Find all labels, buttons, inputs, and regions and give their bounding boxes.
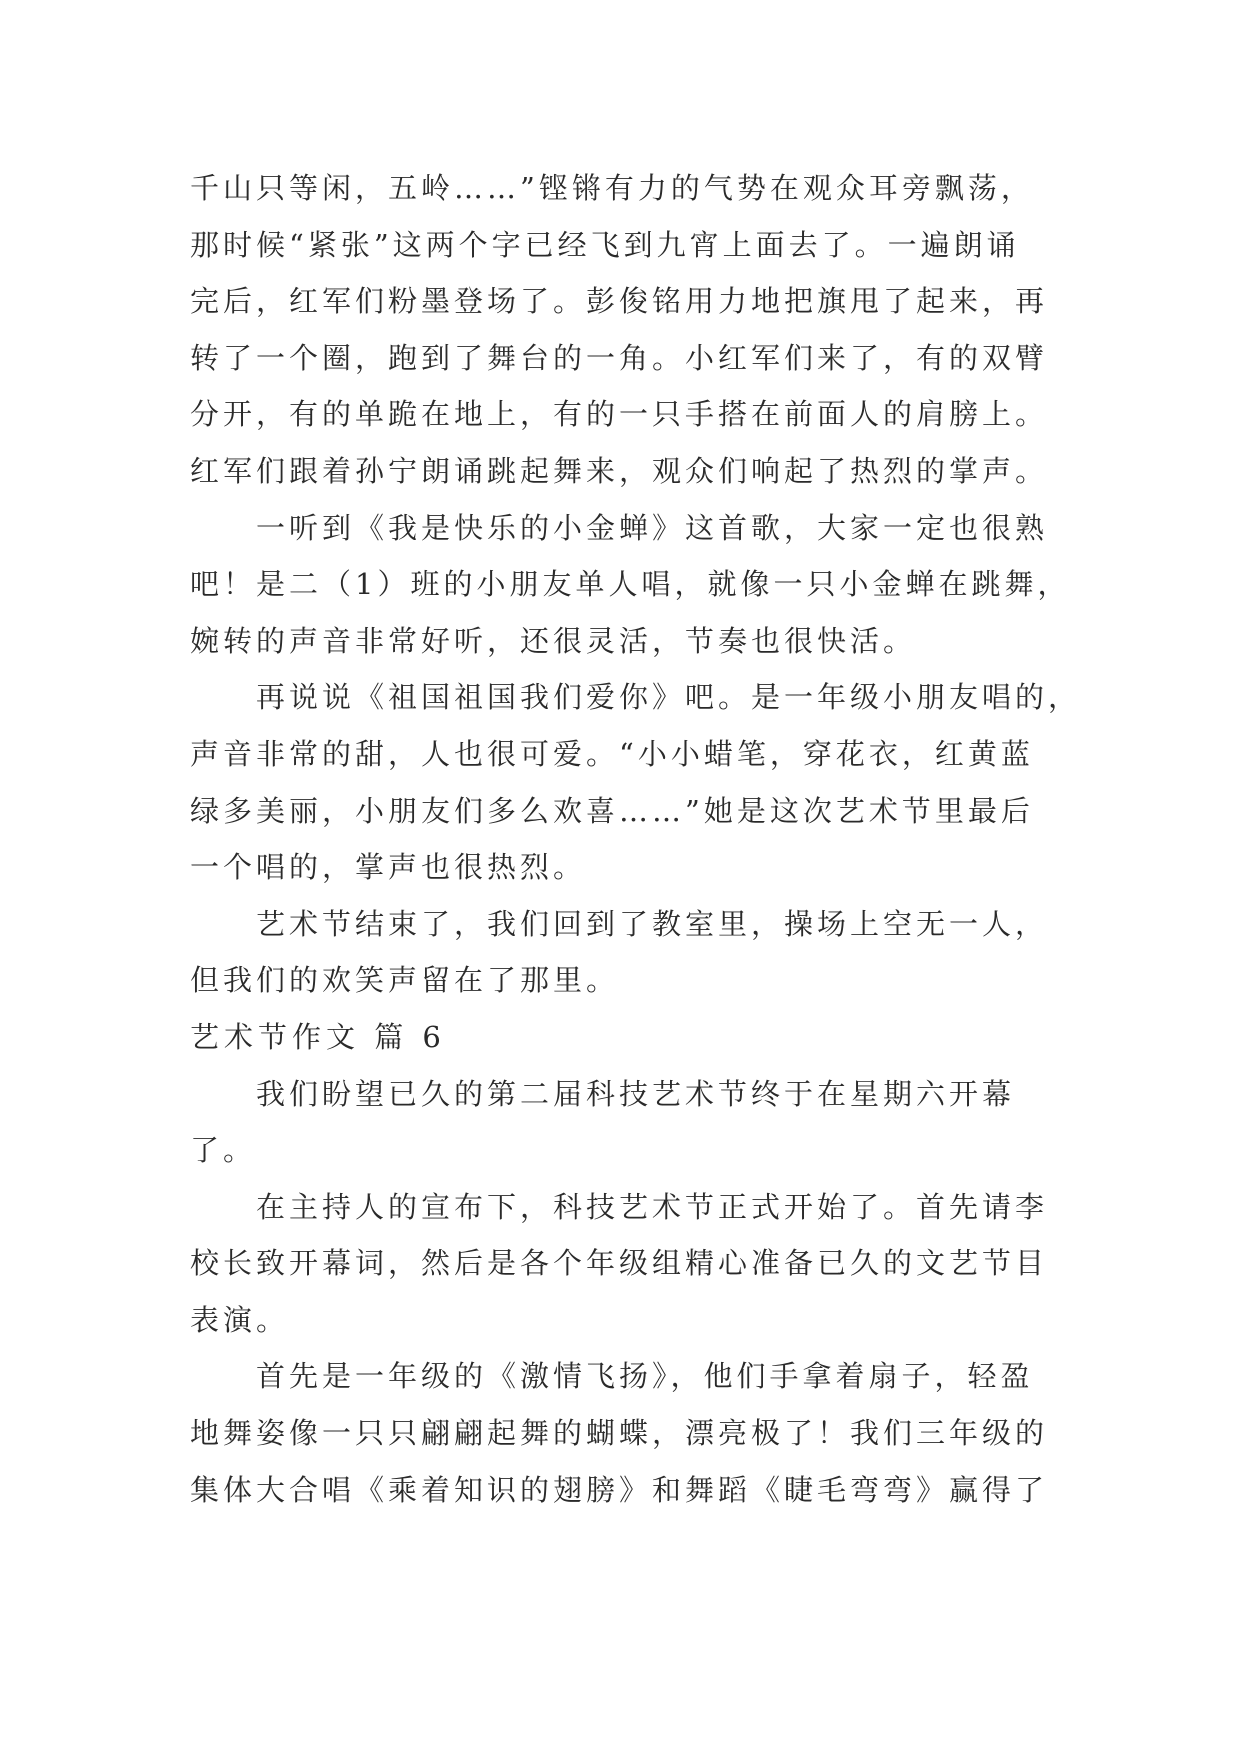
- paragraph-start-line: 首先是一年级的《激情飞扬》，他们手拿着扇子，轻盈: [256, 1359, 1034, 1394]
- paragraph-start-line: 再说说《祖国祖国我们爱你》吧。是一年级小朋友唱的，: [256, 680, 1082, 715]
- text-line: 完后，红军们粉墨登场了。彭俊铭用力地把旗甩了起来，再: [190, 284, 1049, 319]
- text-line: 红军们跟着孙宁朗诵跳起舞来，观众们响起了热烈的掌声。: [190, 453, 1049, 488]
- text-line: 一个唱的，掌声也很热烈。: [190, 850, 587, 885]
- paragraph-start-line: 在主持人的宣布下，科技艺术节正式开始了。首先请李: [256, 1189, 1049, 1224]
- text-line: 地舞姿像一只只翩翩起舞的蝴蝶，漂亮极了！我们三年级的: [190, 1416, 1049, 1451]
- text-line: 婉转的声音非常好听，还很灵活，节奏也很快活。: [190, 623, 917, 658]
- text-line: 分开，有的单跪在地上，有的一只手搭在前面人的肩膀上。: [190, 397, 1049, 432]
- paragraph-start-line: 我们盼望已久的第二届科技艺术节终于在星期六开幕: [256, 1076, 1016, 1111]
- text-line: 校长致开幕词，然后是各个年级组精心准备已久的文艺节目: [190, 1246, 1049, 1281]
- text-line: 吧！是二（1）班的小朋友单人唱，就像一只小金蝉在跳舞，: [190, 567, 1071, 602]
- text-line: 但我们的欢笑声留在了那里。: [190, 963, 620, 998]
- text-line: 那时候“紧张”这两个字已经飞到九宵上面去了。一遍朗诵: [190, 227, 1020, 262]
- paragraph-start-line: 一听到《我是快乐的小金蝉》这首歌，大家一定也很熟: [256, 510, 1049, 545]
- section-heading: 艺术节作文 篇 6: [190, 1019, 446, 1054]
- text-line: 声音非常的甜，人也很可爱。“小小蜡笔，穿花衣，红黄蓝: [190, 736, 1034, 771]
- text-line: 表演。: [190, 1302, 290, 1337]
- paragraph-start-line: 艺术节结束了，我们回到了教室里，操场上空无一人，: [256, 906, 1049, 941]
- text-line: 了。: [190, 1133, 257, 1168]
- text-line: 千山只等闲，五岭……”铿锵有力的气势在观众耳旁飘荡，: [190, 171, 1034, 205]
- text-line: 绿多美丽，小朋友们多么欢喜……”她是这次艺术节里最后: [190, 793, 1034, 828]
- text-line: 集体大合唱《乘着知识的翅膀》和舞蹈《睫毛弯弯》赢得了: [190, 1472, 1049, 1507]
- text-line: 转了一个圈，跑到了舞台的一角。小红军们来了，有的双臂: [190, 340, 1049, 375]
- essay-body: [190, 160, 1082, 1518]
